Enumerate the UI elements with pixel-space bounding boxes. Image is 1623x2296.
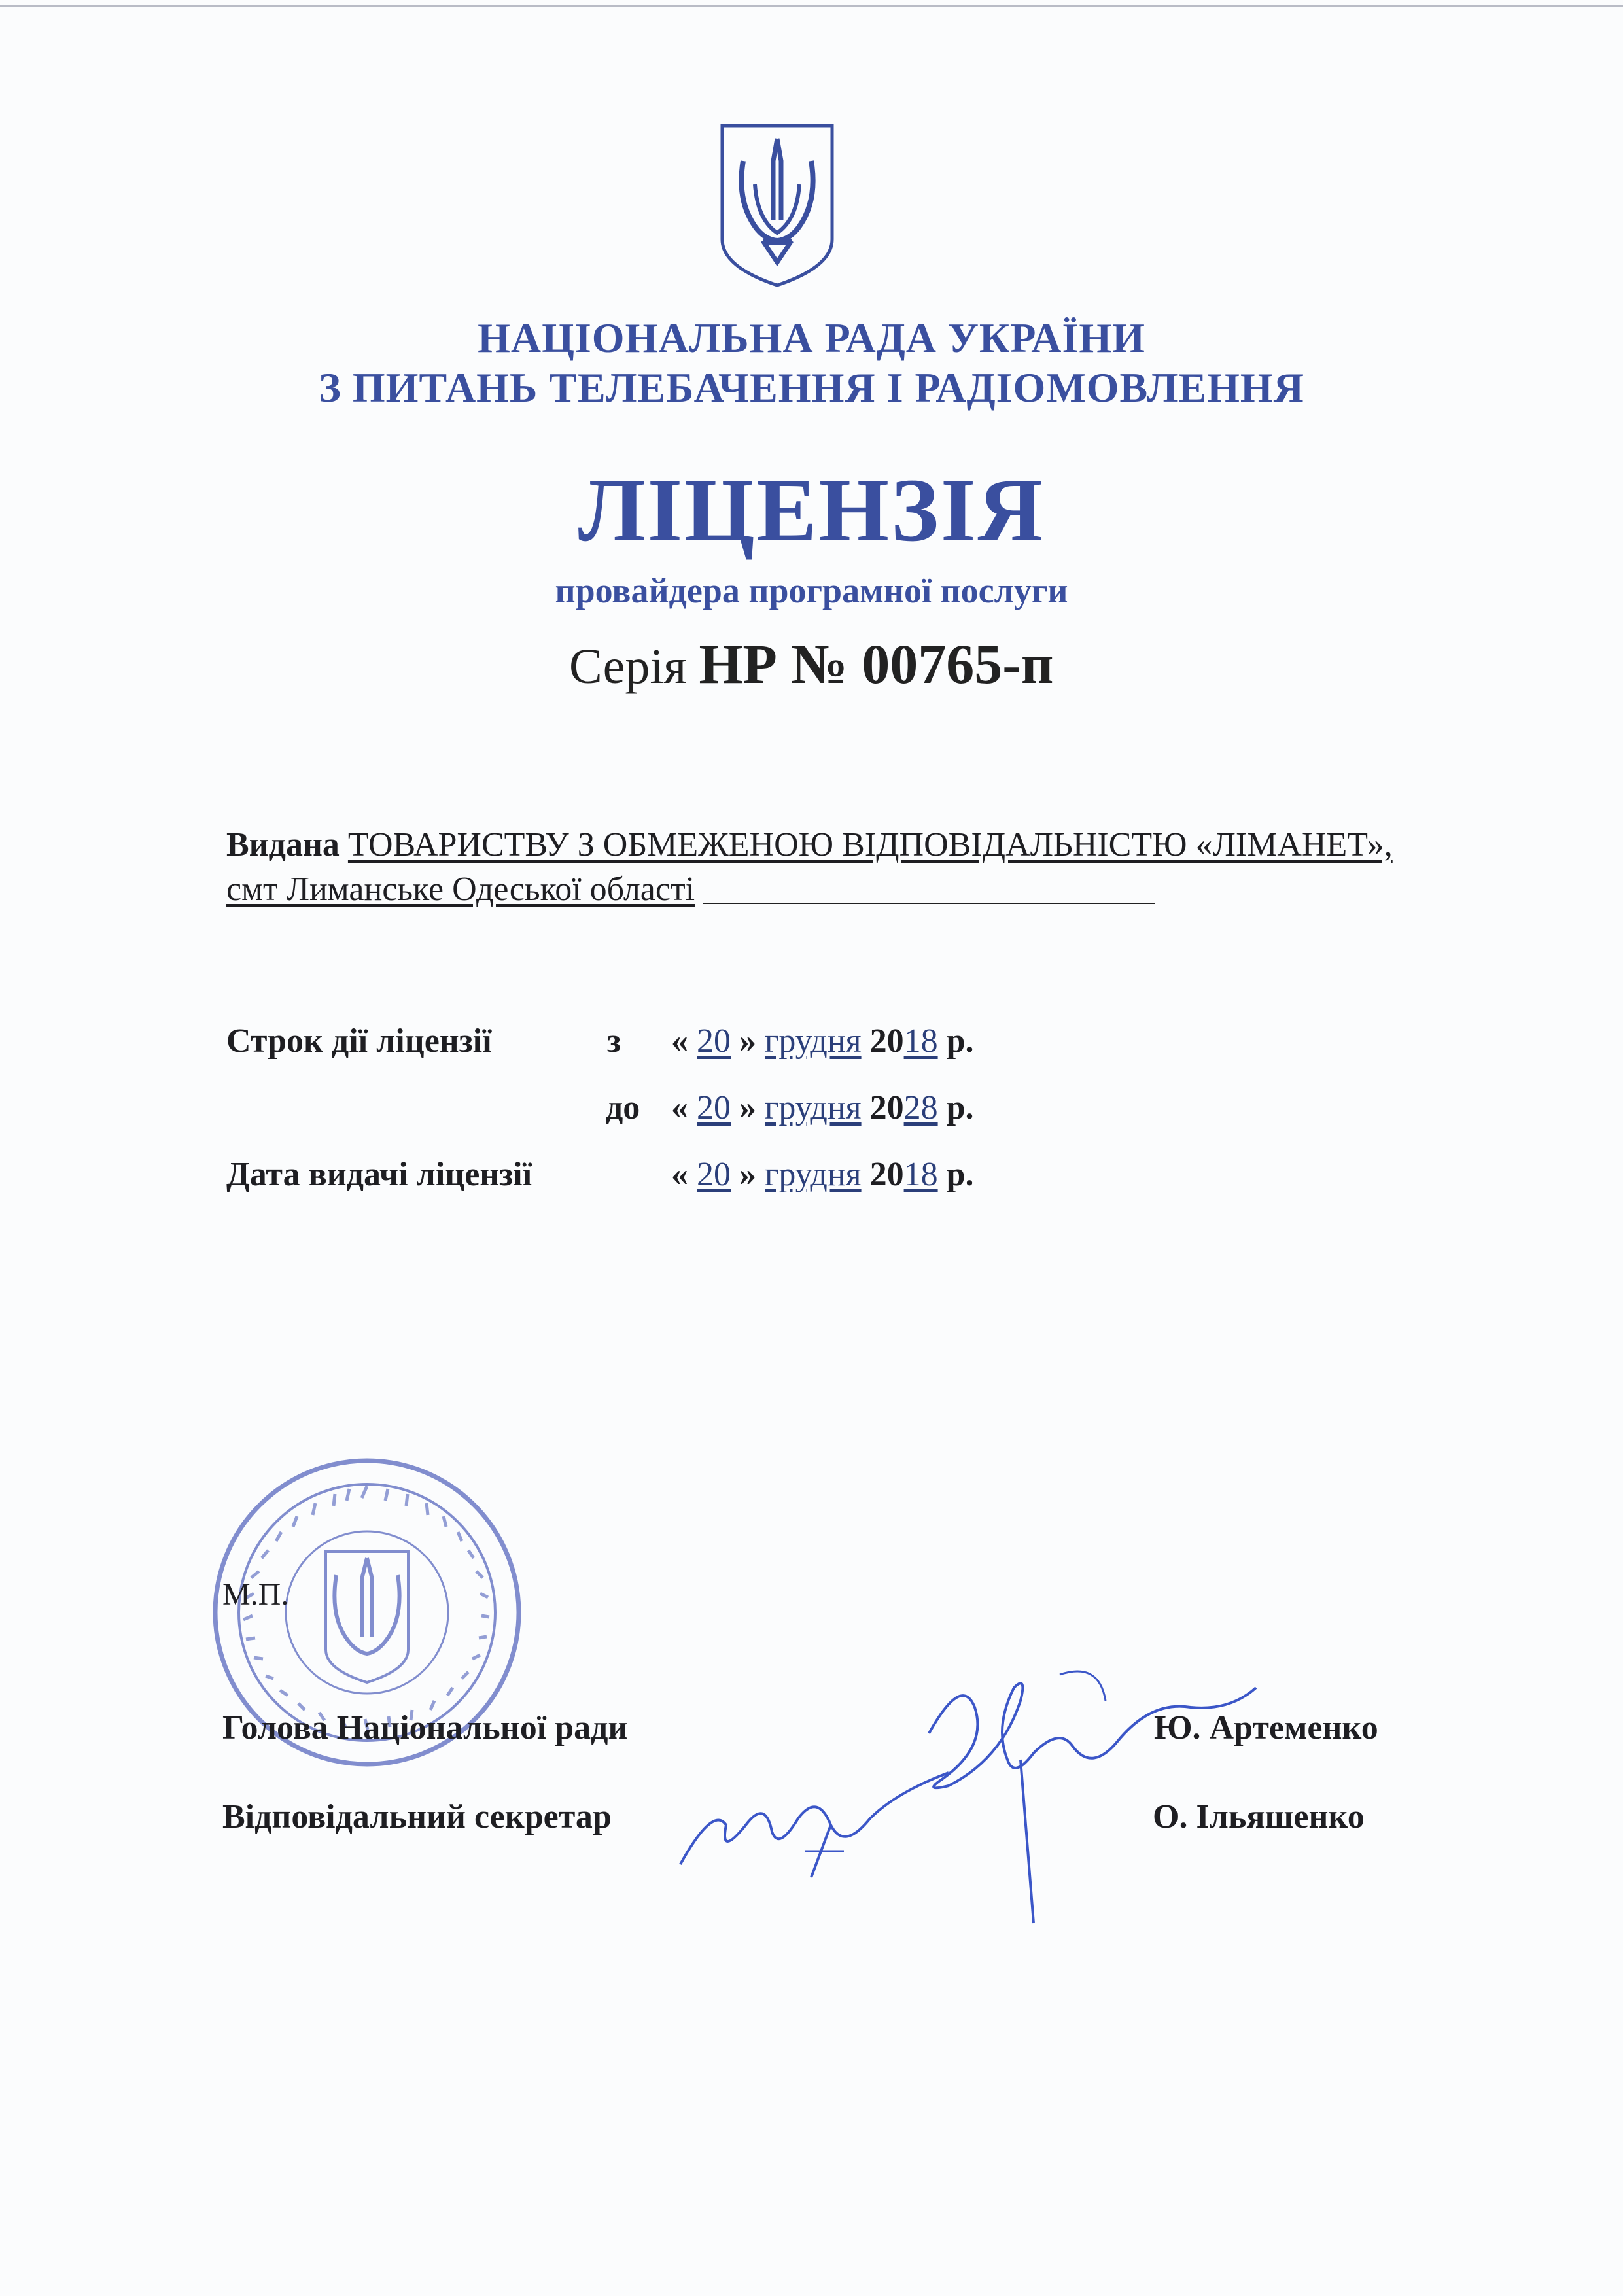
issue-date-label: Дата видачі ліцензії	[226, 1156, 532, 1193]
chairman-name: Ю. Артеменко	[1154, 1709, 1378, 1747]
validity-to-prep: до	[606, 1089, 640, 1126]
issued-to-block	[226, 823, 1442, 912]
series-value: НР № 00765-п	[699, 633, 1054, 695]
to-month: грудня	[765, 1089, 862, 1126]
from-year: 18	[903, 1022, 938, 1060]
secretary-title: Відповідальний секретар	[222, 1798, 612, 1835]
series-label: Серія	[569, 639, 687, 694]
issue-year: 18	[903, 1156, 938, 1193]
coat-of-arms-icon	[717, 122, 837, 289]
recipient-name: ТОВАРИСТВУ З ОБМЕЖЕНОЮ ВІДПОВІДАЛЬНІСТЮ «ЛІМАНЕТ», смт Лиманське Одеської області	[226, 826, 1393, 908]
document-subtitle: провайдера програмної послуги	[555, 571, 1068, 610]
document-title: ЛІЦЕНЗІЯ	[578, 460, 1045, 560]
top-edge-line	[0, 5, 1623, 7]
to-year: 28	[903, 1089, 938, 1126]
issuer-line-1: НАЦІОНАЛЬНА РАДА УКРАЇНИ	[478, 315, 1145, 361]
issued-label: Видана	[226, 826, 340, 863]
issue-date-value: « 20 » грудня 2018 р.	[671, 1156, 974, 1193]
chairman-title: Голова Національної ради	[222, 1709, 628, 1747]
to-day: 20	[697, 1089, 731, 1126]
from-month: грудня	[765, 1022, 862, 1060]
validity-from-prep: з	[607, 1022, 621, 1060]
validity-to-date: « 20 » грудня 2028 р.	[671, 1089, 974, 1126]
from-day: 20	[697, 1022, 731, 1060]
validity-label: Строк дії ліцензії	[226, 1022, 492, 1060]
issuer-line-2: З ПИТАНЬ ТЕЛЕБАЧЕННЯ І РАДІОМОВЛЕННЯ	[319, 364, 1304, 411]
secretary-name: О. Ільяшенко	[1153, 1798, 1365, 1835]
issue-month: грудня	[765, 1156, 862, 1193]
stamp-place-label: М.П.	[222, 1577, 289, 1612]
series-number	[569, 631, 1053, 697]
issue-day: 20	[697, 1156, 731, 1193]
secretary-signature	[674, 1753, 962, 1884]
validity-from-date: « 20 » грудня 2018 р.	[671, 1022, 974, 1060]
blank-underline	[703, 871, 1155, 904]
